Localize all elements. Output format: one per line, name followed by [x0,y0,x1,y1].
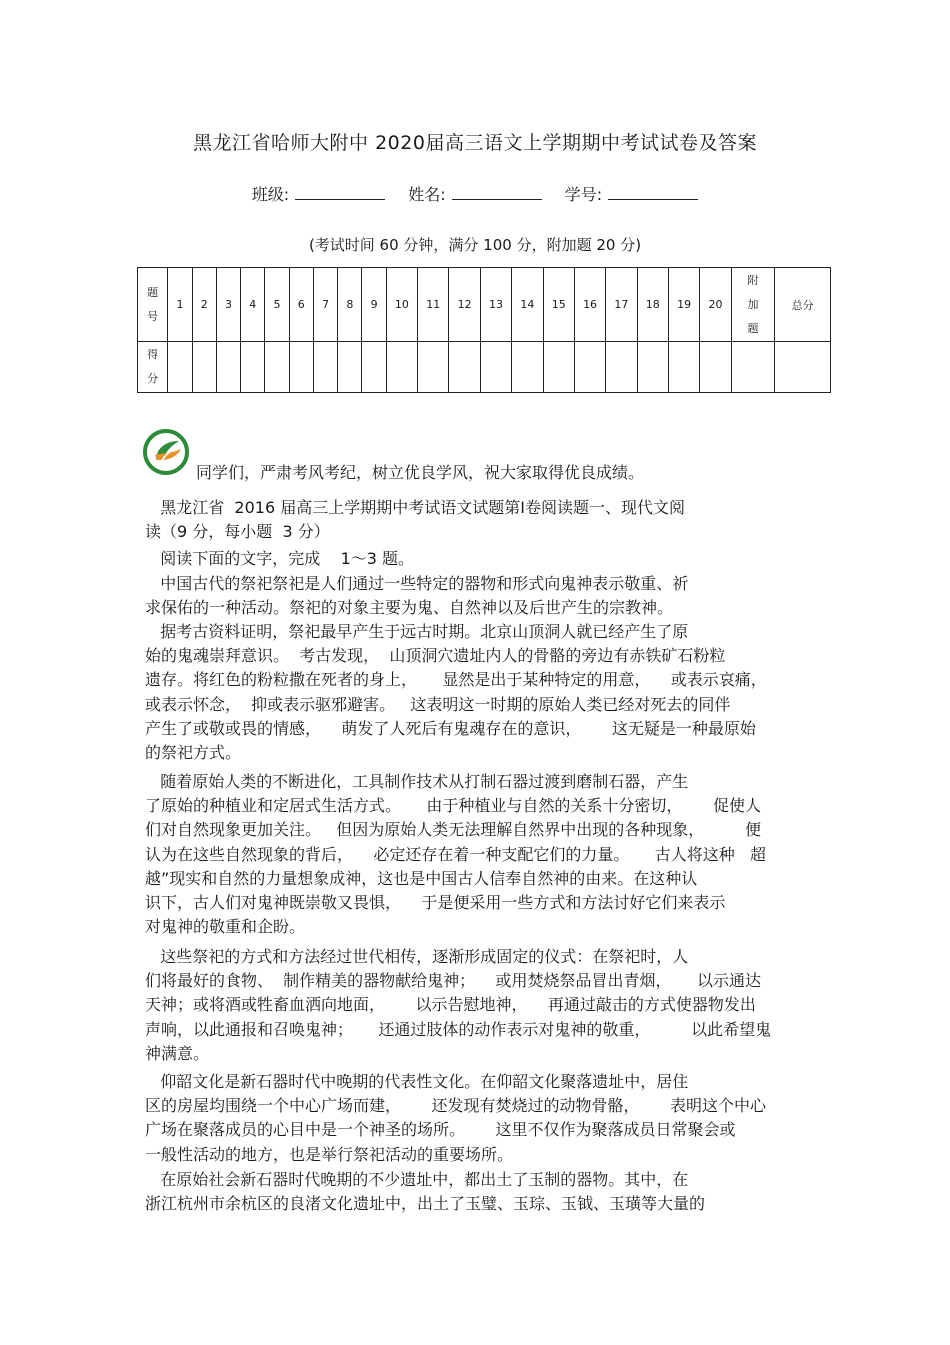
paragraph-line: 认为在这些自然现象的背后， 必定还存在着一种支配它们的力量。 古人将这种 超 [145,844,767,864]
paragraph-line: 识下，古人们对鬼神既崇敬又畏惧， 于是便采用一些方式和方法讨好它们来表示 [145,893,726,913]
score-input-cell[interactable] [386,342,417,393]
paragraph-line: 区的房屋均围绕一个中心广场而建， 还发现有焚烧过的动物骨骼， 表明这个中心 [145,1096,767,1116]
paragraph-line: 遗存。将红色的粉粒撒在死者的身上， 显然是出于某种特定的用意， 或表示哀痛， [145,670,767,690]
passage-paragraph [145,1168,810,1216]
page-title: 黑龙江省哈师大附中 2020届高三语文上学期期中考试试卷及答案 [193,132,757,154]
question-number-cell: 1 [168,268,192,342]
student-id-blank[interactable] [608,185,698,200]
student-info-line [0,182,950,205]
paragraph-line: 浙江杭州市余杭区的良渚文化遗址中，出土了玉璧、玉琮、玉钺、玉璜等大量的 [145,1194,706,1214]
name-label: 姓名: [408,185,446,204]
question-number-cell: 10 [386,268,417,342]
greeting-text: 同学们，严肃考风考纪，树立优良学风，祝大家取得优良成绩。 [196,463,645,482]
question-number-cell: 2 [192,268,216,342]
question-number-cell: 19 [668,268,699,342]
score-input-cell[interactable] [418,342,449,393]
school-logo-icon [143,429,189,475]
paragraph-line: 或表示怀念， 抑或表示驱邪避害。 这表明这一时期的原始人类已经对死去的同伴 [145,694,731,714]
student-id-label: 学号: [564,185,603,204]
question-number-cell: 8 [338,268,362,342]
question-number-label: 题 号 [138,268,168,342]
score-input-cell[interactable] [216,342,240,393]
passage-paragraph [145,620,810,765]
paragraph-line: 在原始社会新石器时代晚期的不少遗址中，都出土了玉制的器物。其中，在 [145,1170,689,1189]
paragraph-line: 了原始的种植业和定居式生活方式。 由于种植业与自然的关系十分密切， 促使人 [145,796,761,816]
question-number-cell: 16 [574,268,605,342]
paragraph-line: 声响，以此通报和召唤鬼神； 还通过肢体的动作表示对鬼神的敬重， 以此希望鬼 [145,1019,772,1039]
paragraph-line: 随着原始人类的不断进化，工具制作技术从打制石器过渡到磨制石器，产生 [145,772,689,791]
paragraph-line: 的祭祀方式。 [145,743,242,763]
question-number-cell: 7 [313,268,337,342]
score-input-cell[interactable] [241,342,265,393]
question-number-cell: 5 [265,268,289,342]
score-input-cell[interactable] [606,342,637,393]
score-input-cell[interactable] [637,342,668,393]
passage-paragraph [145,572,810,620]
paragraph-line: 据考古资料证明，祭祀最早产生于远古时期。北京山顶洞人就已经产生了原 [145,622,689,641]
paragraph-line: 们对自然现象更加关注。 但因为原始人类无法理解自然界中出现的各种现象， 便 [145,820,761,840]
score-input-cell[interactable] [700,342,731,393]
question-number-cell: 18 [637,268,668,342]
paragraph-line: 越”现实和自然的力量想象成神，这也是中国古人信奉自然神的由来。在这种认 [145,868,698,888]
score-input-cell[interactable] [192,342,216,393]
score-input-cell[interactable] [265,342,289,393]
score-input-cell[interactable] [512,342,543,393]
paragraph-line: 天神；或将酒或牲畜血洒向地面， 以示告慰地神， 再通过敲击的方式使器物发出 [145,995,756,1015]
question-number-cell: 4 [241,268,265,342]
passage-paragraph [145,547,810,571]
question-number-cell: 9 [362,268,386,342]
score-input-cell[interactable] [480,342,511,393]
paragraph-line: 对鬼神的敬重和企盼。 [145,917,306,937]
question-number-cell: 6 [289,268,313,342]
total-score-input-cell[interactable] [775,342,831,393]
score-input-cell[interactable] [168,342,192,393]
paragraph-line: 广场在聚落成员的心目中是一个神圣的场所。 这里不仅作为聚落成员日常聚会或 [145,1120,736,1140]
total-score-label: 总分 [775,268,831,342]
paragraph-line: 们将最好的食物、 制作精美的器物献给鬼神； 或用焚烧祭品冒出青烟， 以示通达 [145,971,761,991]
question-number-cell: 13 [480,268,511,342]
class-label: 班级: [251,185,290,204]
class-blank[interactable] [295,185,385,200]
passage-paragraph [145,1070,810,1167]
passage-paragraph [145,770,810,939]
passage-paragraph [145,945,810,1066]
score-input-cell[interactable] [543,342,574,393]
paragraph-line: 中国古代的祭祀祭祀是人们通过一些特定的器物和形式向鬼神表示敬重、祈 [145,574,689,593]
question-number-cell: 20 [700,268,731,342]
paragraph-line: 始的鬼魂崇拜意识。 考古发现， 山顶洞穴遗址内人的骨骼的旁边有赤铁矿石粉粒 [145,646,726,666]
paragraph-line: 求保佑的一种活动。祭祀的对象主要为鬼、自然神以及后世产生的宗教神。 [145,598,674,618]
paragraph-line: 神满意。 [145,1043,210,1063]
passage-paragraph [145,496,810,544]
score-input-cell[interactable] [313,342,337,393]
paragraph-line: 一般性活动的地方，也是举行祭祀活动的重要场所。 [145,1144,514,1164]
score-input-cell[interactable] [338,342,362,393]
question-number-cell: 3 [216,268,240,342]
score-input-cell[interactable] [668,342,699,393]
question-number-cell: 12 [449,268,480,342]
bonus-score-input-cell[interactable] [731,342,775,393]
exam-time-note: (考试时间 60 分钟，满分 100 分，附加题 20 分) [308,236,642,254]
bonus-question-label: 附 加 题 [731,268,775,342]
score-input-cell[interactable] [289,342,313,393]
score-input-cell[interactable] [362,342,386,393]
name-blank[interactable] [452,185,542,200]
paragraph-line: 仰韶文化是新石器时代中晚期的代表性文化。在仰韶文化聚落遗址中，居住 [145,1072,689,1091]
score-input-cell[interactable] [574,342,605,393]
question-number-cell: 15 [543,268,574,342]
paragraph-line: 黑龙江省 2016 届高三上学期期中考试语文试题第Ⅰ卷阅读题一、现代文阅 [145,498,685,517]
question-number-cell: 14 [512,268,543,342]
question-number-cell: 11 [418,268,449,342]
score-input-cell[interactable] [449,342,480,393]
question-number-cell: 17 [606,268,637,342]
paragraph-line: 阅读下面的文字，完成 1～3 题。 [145,549,415,568]
score-row-label: 得 分 [138,342,168,393]
paragraph-line: 读（9 分，每小题 3 分） [145,522,330,542]
score-table [137,267,831,393]
paragraph-line: 产生了或敬或畏的情感， 萌发了人死后有鬼魂存在的意识， 这无疑是一种最原始 [145,718,756,738]
paragraph-line: 这些祭祀的方式和方法经过世代相传，逐渐形成固定的仪式：在祭祀时，人 [145,947,689,966]
